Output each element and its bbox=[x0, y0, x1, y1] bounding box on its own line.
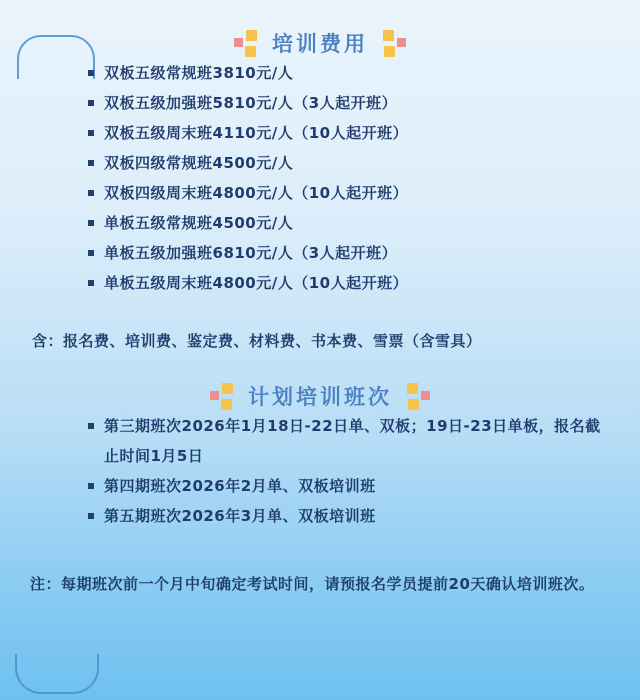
schedule-item: 第四期班次2026年2月单、双板培训班 bbox=[88, 471, 614, 501]
squares-decoration-right-icon bbox=[407, 383, 430, 410]
fees-section-header bbox=[0, 28, 640, 58]
footer-note: 注：每期班次前一个月中旬确定考试时间，请预报名学员提前20天确认培训班次。 bbox=[30, 575, 595, 593]
schedule-section-header bbox=[0, 381, 640, 411]
fee-item: 双板五级常规班3810元/人 bbox=[88, 58, 614, 88]
schedule-section-title: 计划培训班次 bbox=[248, 385, 392, 409]
squares-decoration-left-icon bbox=[234, 30, 257, 57]
fees-include-note: 含：报名费、培训费、鉴定费、材料费、书本费、雪票（含雪具） bbox=[32, 332, 482, 350]
fee-item: 双板五级加强班5810元/人（3人起开班） bbox=[88, 88, 614, 118]
fee-item: 单板五级周末班4800元/人（10人起开班） bbox=[88, 268, 614, 298]
schedule-item: 第五期班次2026年3月单、双板培训班 bbox=[88, 501, 614, 531]
squares-decoration-right-icon bbox=[383, 30, 406, 57]
corner-frame-top-icon bbox=[17, 35, 95, 79]
squares-decoration-left-icon bbox=[210, 383, 233, 410]
fee-item: 双板四级常规班4500元/人 bbox=[88, 148, 614, 178]
corner-frame-bottom-icon bbox=[15, 654, 99, 694]
schedule-item: 第三期班次2026年1月18日-22日单、双板；19日-23日单板，报名截止时间1月5日 bbox=[88, 411, 614, 471]
fee-item: 双板四级周末班4800元/人（10人起开班） bbox=[88, 178, 614, 208]
fees-list bbox=[0, 58, 640, 298]
fee-item: 单板五级加强班6810元/人（3人起开班） bbox=[88, 238, 614, 268]
fees-section-title: 培训费用 bbox=[272, 32, 368, 56]
fee-item: 单板五级常规班4500元/人 bbox=[88, 208, 614, 238]
poster-page bbox=[0, 28, 640, 700]
schedule-list bbox=[0, 411, 640, 531]
fee-item: 双板五级周末班4110元/人（10人起开班） bbox=[88, 118, 614, 148]
